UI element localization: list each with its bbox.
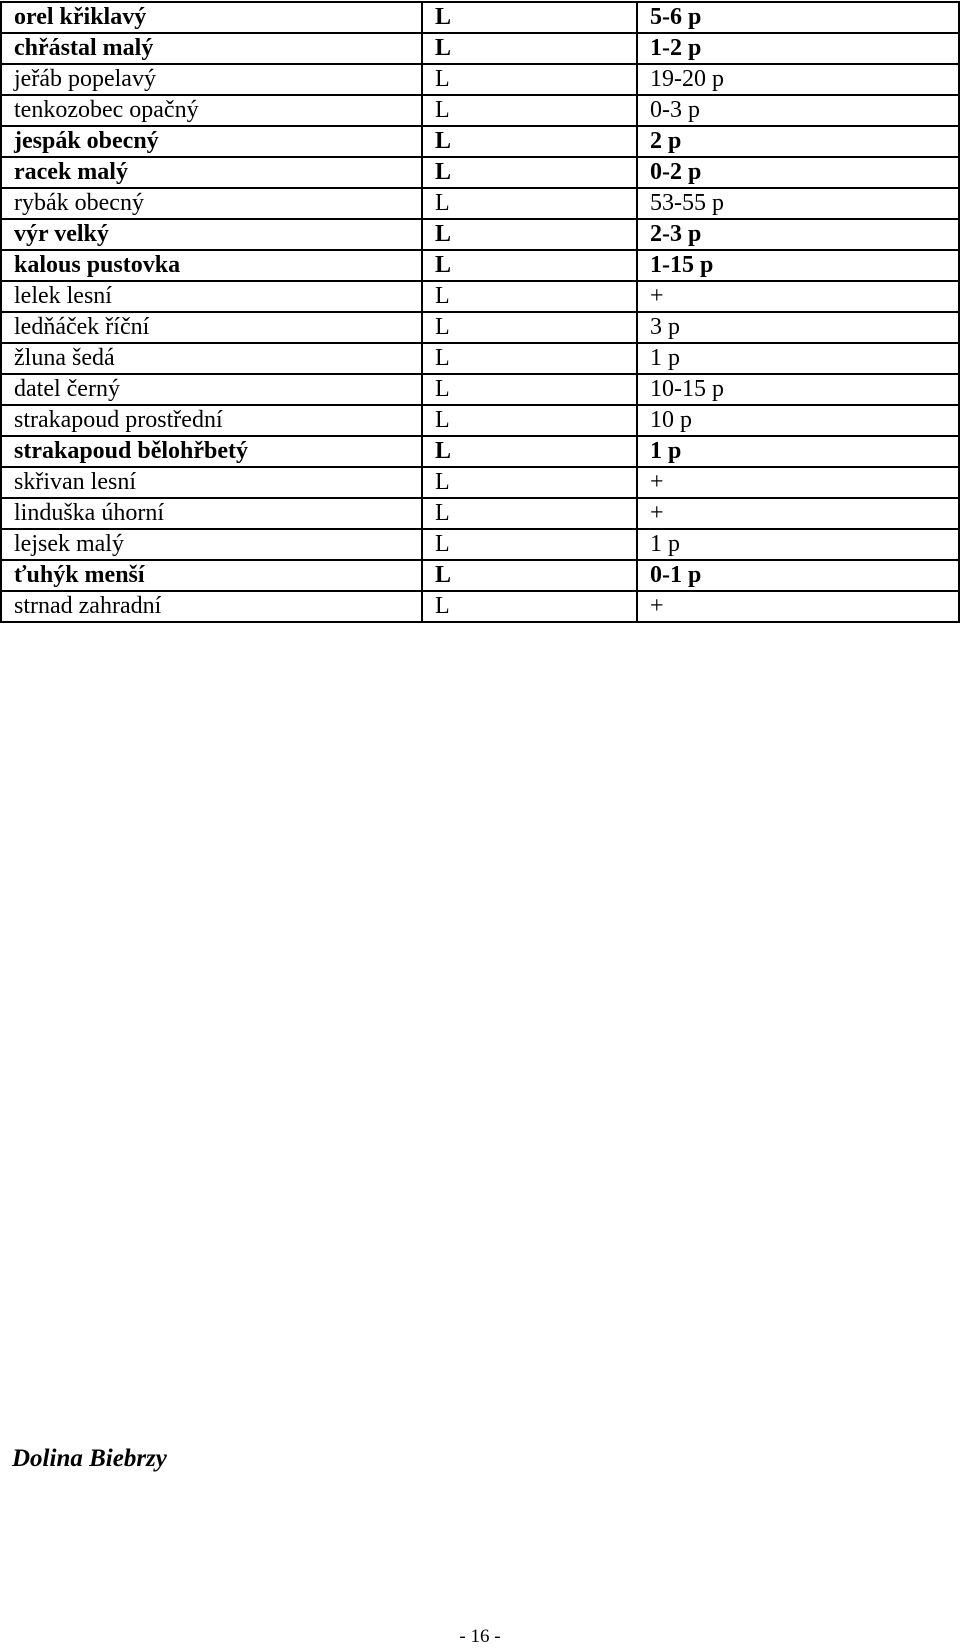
table-row (1, 64, 959, 95)
count-cell: + (637, 498, 959, 529)
table-row (1, 529, 959, 560)
page-number: - 16 - (459, 1626, 501, 1647)
count-cell: 10 p (637, 405, 959, 436)
species-name-cell: chřástal malý (1, 33, 422, 64)
species-name-cell: lelek lesní (1, 281, 422, 312)
table-row (1, 250, 959, 281)
species-name-cell: strakapoud bělohřbetý (1, 436, 422, 467)
count-cell: + (637, 281, 959, 312)
species-name-cell: žluna šedá (1, 343, 422, 374)
table-row (1, 591, 959, 622)
table-row (1, 343, 959, 374)
table-row (1, 498, 959, 529)
species-name-cell: orel křiklavý (1, 2, 422, 33)
species-name-cell: linduška úhorní (1, 498, 422, 529)
count-cell: 0-1 p (637, 560, 959, 591)
count-cell: 2-3 p (637, 219, 959, 250)
table-row (1, 281, 959, 312)
status-cell: L (422, 498, 637, 529)
table-row (1, 95, 959, 126)
species-name-cell: lejsek malý (1, 529, 422, 560)
table-row (1, 436, 959, 467)
count-cell: 1 p (637, 436, 959, 467)
status-cell: L (422, 436, 637, 467)
table-row (1, 374, 959, 405)
count-cell: 10-15 p (637, 374, 959, 405)
count-cell: 53-55 p (637, 188, 959, 219)
location-heading: Dolina Biebrzy (12, 1445, 167, 1472)
status-cell: L (422, 95, 637, 126)
status-cell: L (422, 405, 637, 436)
status-cell: L (422, 250, 637, 281)
count-cell: 1 p (637, 343, 959, 374)
species-name-cell: kalous pustovka (1, 250, 422, 281)
species-name-cell: strakapoud prostřední (1, 405, 422, 436)
status-cell: L (422, 343, 637, 374)
count-cell: 1-2 p (637, 33, 959, 64)
species-table-body (1, 2, 959, 622)
species-name-cell: jespák obecný (1, 126, 422, 157)
count-cell: 1-15 p (637, 250, 959, 281)
status-cell: L (422, 64, 637, 95)
species-name-cell: ledňáček říční (1, 312, 422, 343)
species-name-cell: datel černý (1, 374, 422, 405)
count-cell: + (637, 591, 959, 622)
species-name-cell: jeřáb popelavý (1, 64, 422, 95)
status-cell: L (422, 374, 637, 405)
count-cell: + (637, 467, 959, 498)
status-cell: L (422, 281, 637, 312)
count-cell: 19-20 p (637, 64, 959, 95)
species-name-cell: rybák obecný (1, 188, 422, 219)
species-name-cell: ťuhýk menší (1, 560, 422, 591)
count-cell: 2 p (637, 126, 959, 157)
table-row (1, 126, 959, 157)
status-cell: L (422, 157, 637, 188)
table-row (1, 2, 959, 33)
table-row (1, 188, 959, 219)
count-cell: 0-3 p (637, 95, 959, 126)
species-name-cell: strnad zahradní (1, 591, 422, 622)
species-name-cell: skřivan lesní (1, 467, 422, 498)
table-row (1, 405, 959, 436)
status-cell: L (422, 33, 637, 64)
count-cell: 3 p (637, 312, 959, 343)
species-name-cell: tenkozobec opačný (1, 95, 422, 126)
table-row (1, 560, 959, 591)
table-row (1, 312, 959, 343)
status-cell: L (422, 188, 637, 219)
status-cell: L (422, 219, 637, 250)
status-cell: L (422, 529, 637, 560)
status-cell: L (422, 2, 637, 33)
status-cell: L (422, 312, 637, 343)
species-name-cell: výr velký (1, 219, 422, 250)
status-cell: L (422, 126, 637, 157)
status-cell: L (422, 560, 637, 591)
table-row (1, 33, 959, 64)
table-row (1, 219, 959, 250)
count-cell: 0-2 p (637, 157, 959, 188)
status-cell: L (422, 467, 637, 498)
species-name-cell: racek malý (1, 157, 422, 188)
status-cell: L (422, 591, 637, 622)
table-row (1, 467, 959, 498)
species-table (0, 1, 960, 623)
table-row (1, 157, 959, 188)
count-cell: 5-6 p (637, 2, 959, 33)
count-cell: 1 p (637, 529, 959, 560)
